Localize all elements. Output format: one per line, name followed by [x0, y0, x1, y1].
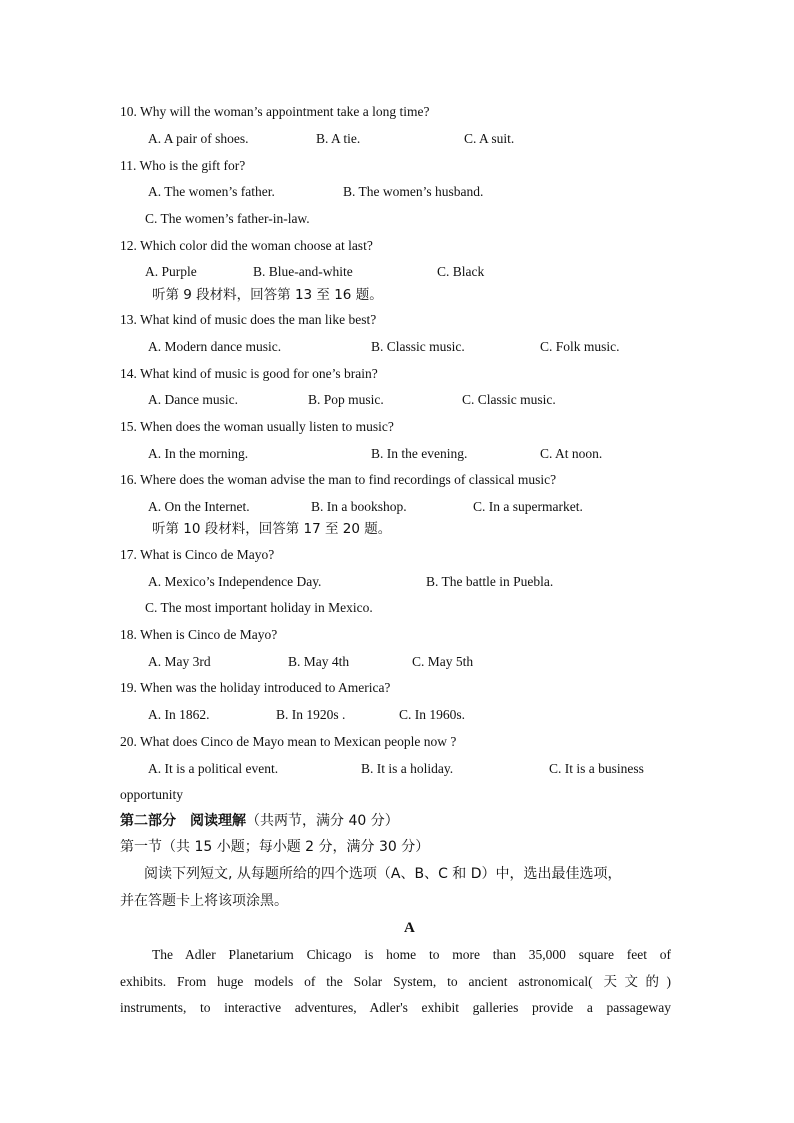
option-b: B. Blue-and-white	[253, 264, 353, 279]
question-19-options	[148, 706, 688, 724]
question-17-options	[148, 573, 688, 591]
option-b: B. In the evening.	[371, 446, 468, 461]
question-20: 20. What does Cinco de Mayo mean to Mexican people now ?	[120, 734, 457, 749]
option-b: B. In 1920s .	[276, 707, 346, 722]
question-12: 12. Which color did the woman choose at last?	[120, 238, 373, 253]
option-c: C. It is a business	[549, 761, 644, 776]
instruction-line-2: 并在答题卡上将该项涂黑。	[120, 893, 288, 909]
option-b: B. A tie.	[316, 131, 361, 146]
question-15-options	[148, 445, 688, 463]
option-b: B. Classic music.	[371, 339, 465, 354]
question-11: 11. Who is the gift for?	[120, 158, 246, 173]
option-c-continued: opportunity	[120, 787, 183, 802]
option-a: A. It is a political event.	[148, 761, 279, 776]
question-18-options	[148, 653, 688, 671]
option-a: A. On the Internet.	[148, 499, 250, 514]
option-c: C. Classic music.	[462, 392, 556, 407]
option-b: B. It is a holiday.	[361, 761, 454, 776]
question-13: 13. What kind of music does the man like best?	[120, 312, 377, 327]
option-c: C. In 1960s.	[399, 707, 466, 722]
option-b: B. The women’s husband.	[343, 184, 484, 199]
part-two-note: （共两节，满分 40 分）	[246, 813, 399, 829]
question-15: 15. When does the woman usually listen to music?	[120, 419, 394, 434]
passage-line-2: exhibits. From huge models of the Solar System, to ancient astronomical( 天文的)	[120, 974, 671, 989]
question-16-options	[148, 498, 688, 516]
option-c: C. Black	[437, 264, 485, 279]
part-two-heading	[120, 812, 399, 830]
instruction-line-1: 阅读下列短文, 从每题所给的四个选项（A、B、C 和 D）中，选出最佳选项，	[144, 866, 622, 882]
question-17: 17. What is Cinco de Mayo?	[120, 547, 275, 562]
option-a: A. Dance music.	[148, 392, 238, 407]
option-c: C. Folk music.	[540, 339, 620, 354]
question-14: 14. What kind of music is good for one’s brain?	[120, 366, 378, 381]
part-two-title: 第二部分 阅读理解	[120, 813, 246, 829]
option-a: A. A pair of shoes.	[148, 131, 249, 146]
question-16: 16. Where does the woman advise the man to find recordings of classical music?	[120, 472, 557, 487]
option-c: C. A suit.	[464, 131, 515, 146]
option-b: B. In a bookshop.	[311, 499, 407, 514]
option-a: A. In the morning.	[148, 446, 249, 461]
option-b: B. The battle in Puebla.	[426, 574, 554, 589]
question-11-options	[148, 183, 688, 201]
option-c: C. In a supermarket.	[473, 499, 583, 514]
question-12-options	[145, 263, 685, 281]
passage-line-1: The Adler Planetarium Chicago is home to more than 35,000 square feet of	[152, 947, 671, 962]
question-19: 19. When was the holiday introduced to America?	[120, 680, 391, 695]
option-b: B. May 4th	[288, 654, 350, 669]
option-a: A. May 3rd	[148, 654, 211, 669]
section-one-heading: 第一节（共 15 小题；每小题 2 分，满分 30 分）	[120, 839, 430, 855]
option-a: A. In 1862.	[148, 707, 210, 722]
option-c: C. May 5th	[412, 654, 474, 669]
option-a: A. Modern dance music.	[148, 339, 282, 354]
question-14-options	[148, 391, 688, 409]
section-9-heading: 听第 9 段材料，回答第 13 至 16 题。	[152, 287, 383, 303]
question-18: 18. When is Cinco de Mayo?	[120, 627, 278, 642]
question-10: 10. Why will the woman’s appointment take a long time?	[120, 104, 430, 119]
option-a: A. The women’s father.	[148, 184, 275, 199]
question-10-options	[148, 130, 688, 148]
option-c: C. At noon.	[540, 446, 603, 461]
option-b: B. Pop music.	[308, 392, 384, 407]
option-a: A. Purple	[145, 264, 197, 279]
question-20-options	[148, 760, 672, 778]
section-10-heading: 听第 10 段材料，回答第 17 至 20 题。	[152, 521, 392, 537]
option-c: C. The women’s father-in-law.	[145, 211, 310, 226]
passage-label: A	[404, 920, 415, 936]
passage-line-3: instruments, to interactive adventures, Adler's exhibit galleries provide a passageway	[120, 1000, 671, 1015]
option-c: C. The most important holiday in Mexico.	[145, 600, 373, 615]
question-13-options	[148, 338, 688, 356]
option-a: A. Mexico’s Independence Day.	[148, 574, 322, 589]
